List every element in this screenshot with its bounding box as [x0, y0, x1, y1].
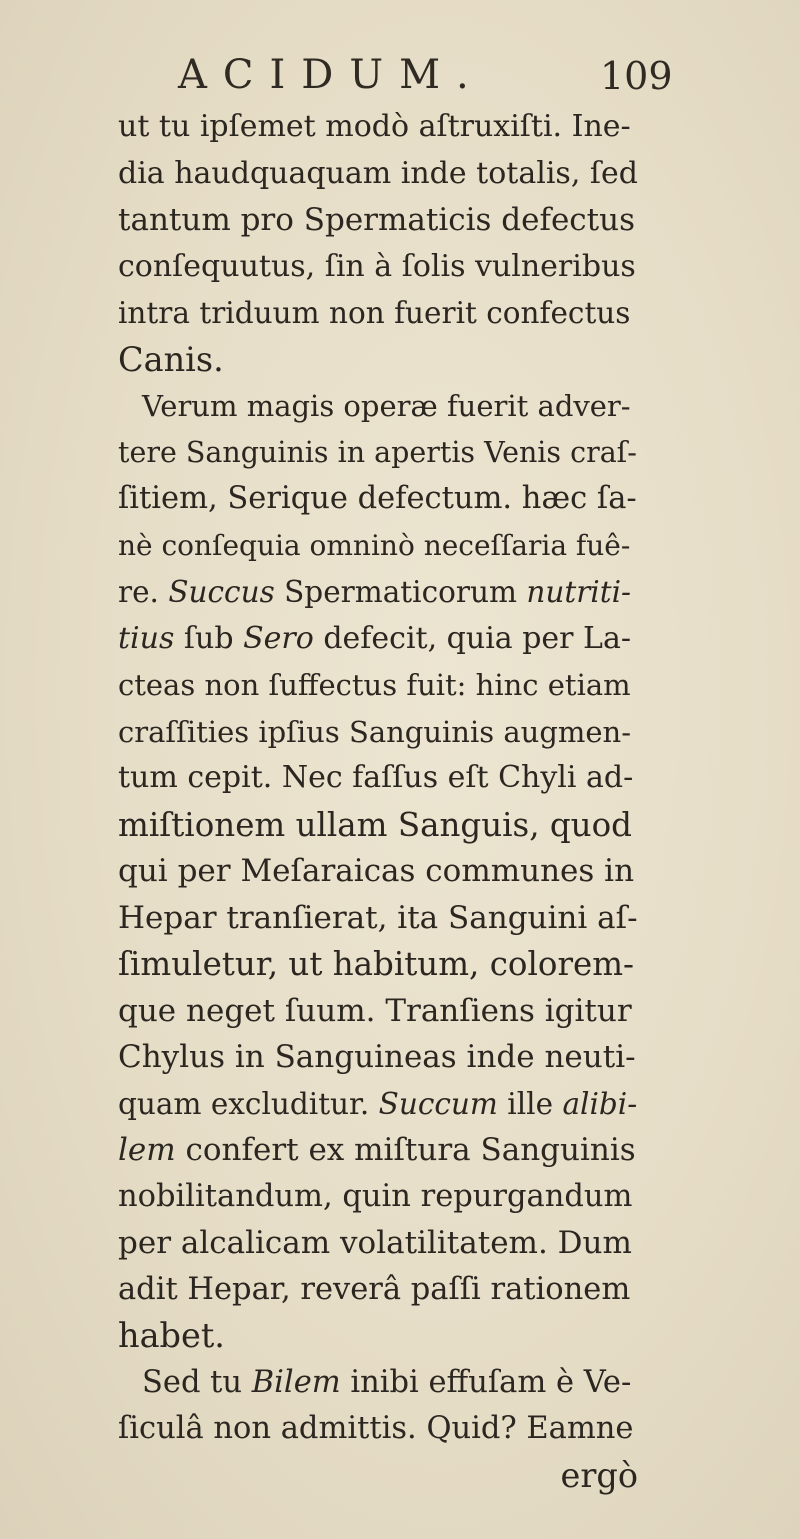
text-run: quam excluditur.	[118, 1086, 379, 1121]
text-line	[118, 616, 638, 663]
text-line	[118, 476, 638, 523]
text-line	[118, 1267, 638, 1314]
text-run: tum cepit. Nec faſſus eſt Chyli ad-	[118, 760, 634, 795]
catchword-line	[118, 1453, 638, 1500]
running-title: ACIDUM.	[178, 52, 485, 98]
page-header	[0, 48, 800, 104]
text-run: nè conſequia omninò neceſſaria fuê-	[118, 528, 631, 562]
text-line	[118, 523, 638, 570]
text-run: tere Sanguinis in apertis Venis craſ-	[118, 435, 637, 469]
italic-text: Succus	[168, 575, 275, 609]
italic-text: Succum	[378, 1086, 498, 1121]
text-line	[118, 1313, 638, 1360]
text-run: Spermaticorum	[274, 575, 527, 609]
text-run: nobilitandum, quin repurgandum	[118, 1178, 633, 1214]
text-line	[118, 430, 638, 477]
text-run: Sed tu	[142, 1364, 252, 1400]
text-line	[118, 244, 638, 291]
text-line	[118, 848, 638, 895]
text-run: Hepar tranſierat, ita Sanguini aſ-	[118, 899, 638, 936]
text-line	[118, 104, 638, 151]
text-run: Chylus in Sanguineas inde neuti-	[118, 1039, 636, 1075]
text-line	[118, 151, 638, 198]
italic-text: Sero	[243, 620, 314, 656]
text-run: craſſities ipſius Sanguinis augmen-	[118, 714, 632, 749]
text-line	[118, 1174, 638, 1221]
text-run: ut tu ipſemet modò aſtruxiſti. Ine-	[118, 109, 631, 144]
text-line	[118, 755, 638, 802]
italic-text: lem	[118, 1132, 176, 1168]
text-run: re.	[118, 575, 169, 609]
text-run: adit Hepar, reverâ paſſi rationem	[118, 1271, 631, 1307]
italic-text: Bilem	[251, 1364, 341, 1400]
text-line	[118, 569, 638, 616]
text-run: confert ex miſtura Sanguinis	[175, 1132, 636, 1168]
text-line	[118, 988, 638, 1035]
text-run: tantum pro Spermaticis defectus	[118, 202, 635, 238]
text-line	[118, 709, 638, 756]
italic-text: nutriti-	[526, 575, 631, 609]
text-line	[118, 895, 638, 942]
text-line	[118, 197, 638, 244]
text-run: defecit, quia per La-	[313, 620, 631, 656]
text-run: qui per Meſaraicas communes in	[118, 853, 635, 889]
text-run: per alcalicam volatilitatem. Dum	[118, 1225, 632, 1261]
text-line	[118, 941, 638, 988]
body-text	[118, 104, 638, 1499]
text-run: intra triduum non fuerit confectus	[118, 296, 631, 330]
text-line	[118, 1081, 638, 1128]
text-line	[118, 290, 638, 337]
text-line	[118, 1406, 638, 1453]
text-line	[118, 1034, 638, 1081]
text-run: habet.	[118, 1316, 225, 1355]
text-run: inibi effuſam è Ve-	[340, 1364, 632, 1400]
italic-text: alibi-	[562, 1086, 638, 1121]
text-run: dia haudquaquam inde totalis, ſed	[118, 155, 638, 191]
text-run: ille	[497, 1086, 563, 1121]
text-run: que neget ſuum. Tranſiens igitur	[118, 992, 632, 1029]
text-line	[118, 383, 638, 430]
text-run: ſimuletur, ut habitum, colorem-	[118, 945, 635, 983]
text-line	[118, 337, 638, 384]
page-number: 109	[600, 54, 673, 98]
text-line	[118, 662, 638, 709]
text-line	[118, 802, 638, 849]
italic-text: tius	[118, 620, 175, 656]
text-run: Canis.	[118, 339, 224, 379]
text-run: cteas non ſuffectus fuit: hinc etiam	[118, 668, 631, 702]
text-run: miſtionem ullam Sanguis, quod	[118, 805, 632, 844]
catchword: ergò	[560, 1455, 638, 1495]
text-line	[118, 1127, 638, 1174]
text-run: conſequutus, ſin à ſolis vulneribus	[118, 248, 636, 284]
text-run: ſub	[174, 620, 244, 656]
text-run: ſitiem, Serique defectum. hæc ſa-	[118, 481, 637, 516]
text-line	[118, 1360, 638, 1407]
text-line	[118, 1220, 638, 1267]
text-run: ſiculâ non admittis. Quid? Eamne	[118, 1411, 634, 1446]
text-run: Verum magis operæ fuerit adver-	[142, 389, 631, 423]
